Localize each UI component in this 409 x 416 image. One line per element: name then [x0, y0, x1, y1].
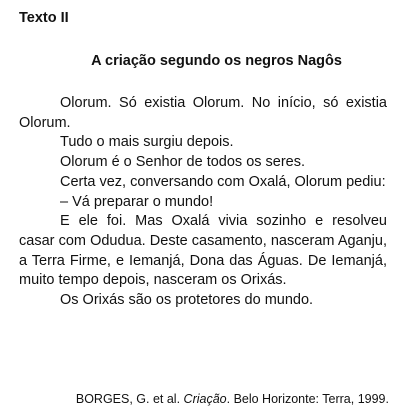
citation-work: Criação [183, 392, 227, 406]
paragraph-6: Os Orixás são os protetores do mundo. [60, 292, 314, 309]
source-citation [19, 391, 389, 407]
paragraph-5: E ele foi. Mas Oxalá vivia sozinho e resolveu casar com Odudua. Deste casamento, nasceram Aganju, a Terra Firme, e Iemanjá, Dona das Águas. De Iemanjá, muito tempo depois, nasceram os Orixás. [19, 213, 387, 289]
paragraph-3: Olorum é o Senhor de todos os seres. [60, 154, 306, 171]
text-title: A criação segundo os negros Nagôs [91, 53, 342, 69]
paragraph-2: Tudo o mais surgiu depois. [60, 134, 234, 151]
paragraph-dialogue: – Vá preparar o mundo! [60, 193, 214, 210]
citation-authors: BORGES, G. et al. [75, 392, 181, 406]
text-body [19, 94, 387, 311]
section-label: Texto II [19, 10, 69, 26]
paragraph-4: Certa vez, conversando com Oxalá, Olorum pediu: [60, 173, 386, 190]
paragraph-1: Olorum. Só existia Olorum. No início, só existia Olorum. [19, 95, 387, 131]
citation-publication: . Belo Horizonte: Terra, 1999. [226, 392, 389, 406]
